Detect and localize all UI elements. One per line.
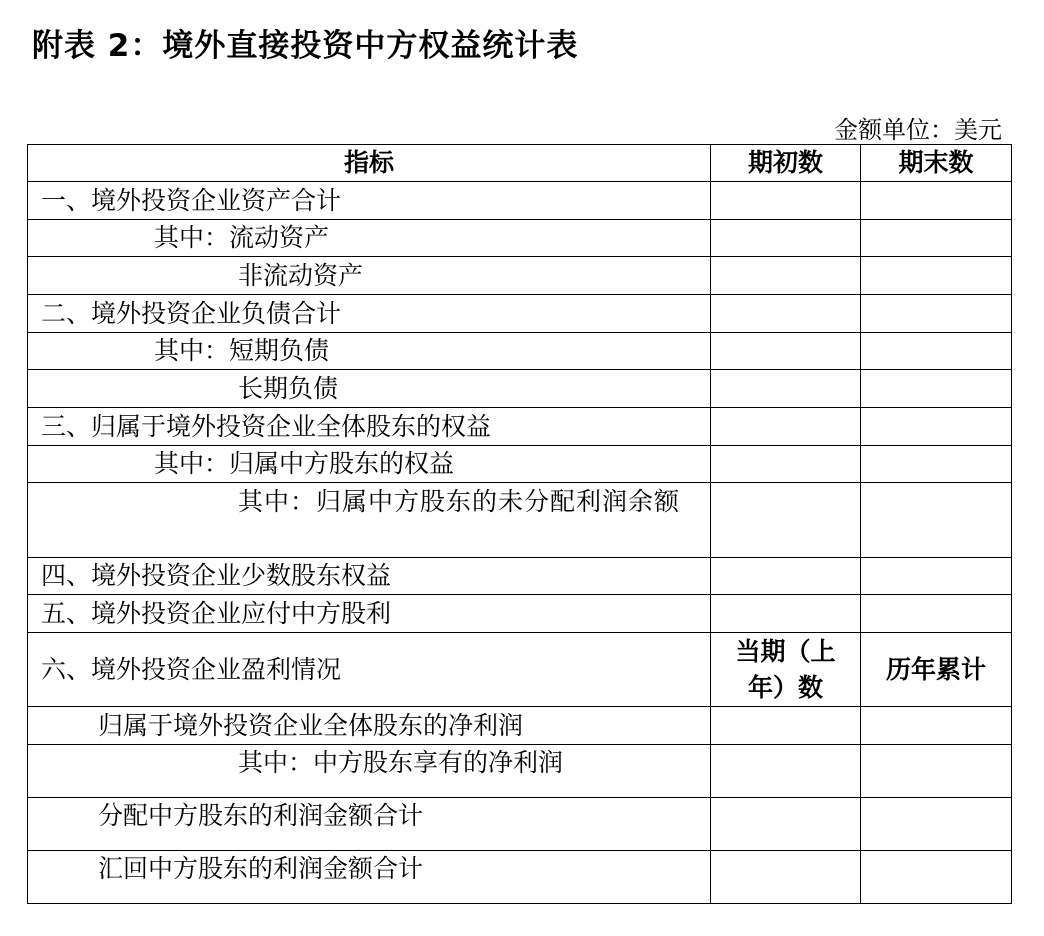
closing-cell[interactable] (861, 295, 1012, 333)
row-label: 其中：短期负债 (154, 336, 330, 365)
table-row (28, 257, 1012, 295)
profit-header-row (28, 633, 1012, 707)
table-row (28, 851, 1012, 904)
closing-cell[interactable] (861, 220, 1012, 257)
row-label: 四、境外投资企业少数股东权益 (28, 558, 711, 595)
row-label: 其中：流动资产 (154, 223, 330, 252)
row-label: 分配中方股东的利润金额合计 (98, 801, 424, 830)
opening-cell[interactable] (711, 595, 861, 633)
row-label: 六、境外投资企业盈利情况 (28, 633, 711, 707)
table-row (28, 333, 1012, 370)
page-title: 附表 2：境外直接投资中方权益统计表 (32, 28, 579, 64)
row-label: 其中：归属中方股东的未分配利润余额 (28, 483, 711, 558)
row-label: 非流动资产 (238, 260, 364, 290)
closing-cell[interactable] (861, 182, 1012, 220)
equity-statistics-table (27, 144, 1012, 904)
closing-cell[interactable] (861, 483, 1012, 558)
closing-cell[interactable] (861, 257, 1012, 295)
row-label: 其中：中方股东享有的净利润 (238, 748, 564, 777)
table-row (28, 408, 1012, 446)
opening-cell[interactable] (711, 220, 861, 257)
table-row (28, 446, 1012, 483)
row-label: 五、境外投资企业应付中方股利 (28, 595, 711, 633)
opening-cell[interactable] (711, 483, 861, 558)
header-indicator: 指标 (28, 145, 711, 182)
current-period-cell[interactable] (711, 707, 861, 745)
table-row (28, 707, 1012, 745)
opening-cell[interactable] (711, 446, 861, 483)
table-header-row (28, 145, 1012, 182)
opening-cell[interactable] (711, 408, 861, 446)
opening-cell[interactable] (711, 370, 861, 408)
row-label: 归属于境外投资企业全体股东的净利润 (98, 710, 524, 740)
table-row (28, 220, 1012, 257)
current-period-cell[interactable] (711, 798, 861, 851)
opening-cell[interactable] (711, 558, 861, 595)
row-label: 汇回中方股东的利润金额合计 (98, 854, 424, 883)
cumulative-header: 历年累计 (861, 633, 1012, 707)
currency-unit-label: 金额单位：美元 (834, 116, 1002, 144)
closing-cell[interactable] (861, 558, 1012, 595)
cumulative-cell[interactable] (861, 798, 1012, 851)
table-row (28, 483, 1012, 558)
table-row (28, 370, 1012, 408)
current-period-header-line1: 当期（上 (735, 636, 836, 666)
cumulative-cell[interactable] (861, 745, 1012, 798)
header-closing: 期末数 (861, 145, 1012, 182)
row-label: 一、境外投资企业资产合计 (28, 182, 711, 220)
closing-cell[interactable] (861, 408, 1012, 446)
cumulative-cell[interactable] (861, 851, 1012, 904)
opening-cell[interactable] (711, 182, 861, 220)
row-label: 三、归属于境外投资企业全体股东的权益 (28, 408, 711, 446)
current-period-header-line2: 年）数 (747, 672, 823, 702)
header-opening: 期初数 (711, 145, 861, 182)
row-label: 长期负债 (238, 373, 339, 403)
current-period-header (711, 633, 861, 707)
opening-cell[interactable] (711, 257, 861, 295)
table-row (28, 595, 1012, 633)
opening-cell[interactable] (711, 295, 861, 333)
closing-cell[interactable] (861, 595, 1012, 633)
row-label: 二、境外投资企业负债合计 (28, 295, 711, 333)
row-label: 其中：归属中方股东的权益 (154, 449, 455, 478)
closing-cell[interactable] (861, 333, 1012, 370)
cumulative-cell[interactable] (861, 707, 1012, 745)
table-row (28, 182, 1012, 220)
current-period-cell[interactable] (711, 851, 861, 904)
table-row (28, 295, 1012, 333)
closing-cell[interactable] (861, 446, 1012, 483)
opening-cell[interactable] (711, 333, 861, 370)
table-row (28, 798, 1012, 851)
table-row (28, 745, 1012, 798)
table-row (28, 558, 1012, 595)
closing-cell[interactable] (861, 370, 1012, 408)
current-period-cell[interactable] (711, 745, 861, 798)
